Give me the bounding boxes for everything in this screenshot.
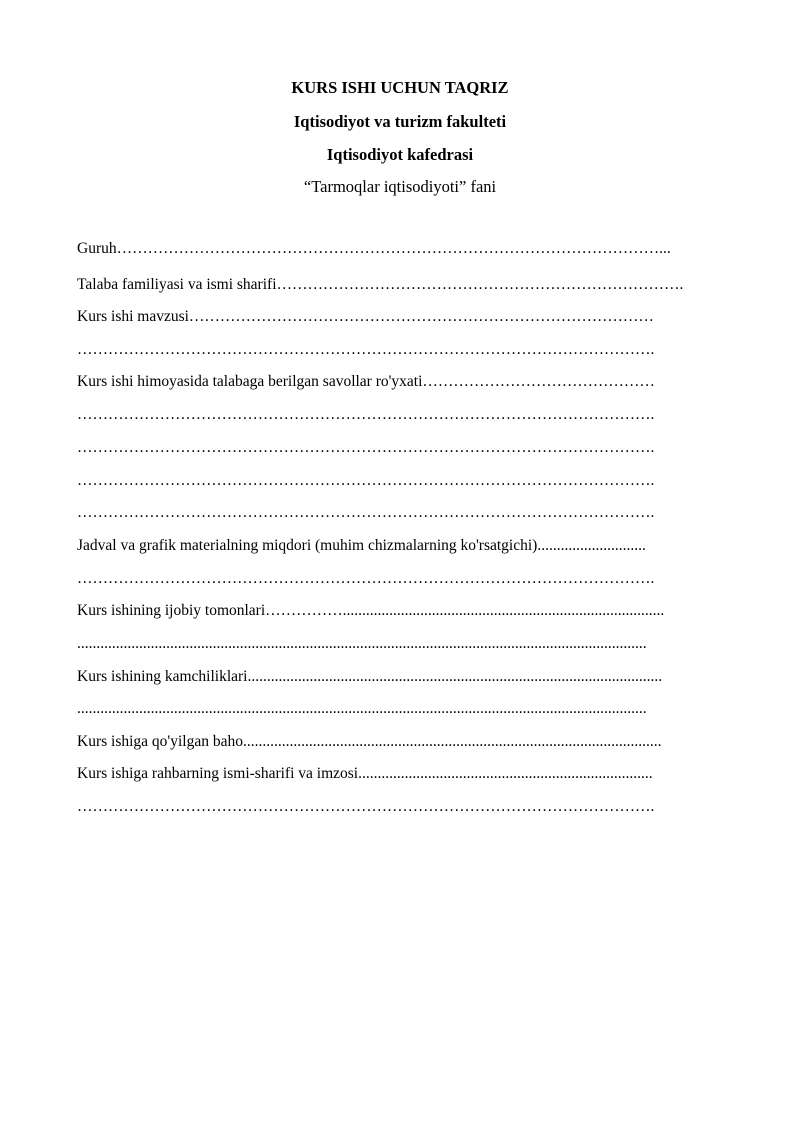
positive-aspects-line: ...................................................................................................................................................	[77, 635, 647, 652]
tables-graphics-field: Jadval va grafik materialning miqdori (muhim chizmalarning ko'rsatgichi)............................	[77, 537, 646, 554]
supervisor-signature-field: Kurs ishiga rahbarning ismi-sharifi va imzosi............................................................................	[77, 765, 653, 782]
tables-graphics-line: ………………………………………………………………………………………………….	[77, 570, 655, 587]
subject-name: “Tarmoqlar iqtisodiyoti” fani	[303, 177, 497, 196]
topic-field: Kurs ishi mavzusi………………………………………………………………………………	[77, 308, 654, 325]
questions-line-1: ………………………………………………………………………………………………….	[77, 406, 655, 423]
shortcomings-field: Kurs ishining kamchiliklari...........................................................................................................	[77, 668, 663, 685]
questions-line-3: ………………………………………………………………………………………………….	[77, 472, 655, 489]
positive-aspects-field: Kurs ishining ijobiy tomonlari……………...................................................................................	[77, 602, 665, 619]
topic-continuation-line: ………………………………………………………………………………………………….	[77, 341, 655, 358]
document-title: KURS ISHI UCHUN TAQRIZ	[291, 78, 509, 97]
faculty-name: Iqtisodiyot va turizm fakulteti	[293, 112, 507, 131]
student-name-field: Talaba familiyasi va ismi sharifi…………………………………………………………………….	[77, 276, 684, 293]
questions-line-4: ………………………………………………………………………………………………….	[77, 504, 655, 521]
department-name: Iqtisodiyot kafedrasi	[326, 145, 474, 164]
group-field: Guruh……………………………………………………………………………………………...	[77, 240, 671, 257]
questions-field: Kurs ishi himoyasida talabaga berilgan savollar ro'yxati………………………………………	[77, 373, 655, 390]
questions-line-2: ………………………………………………………………………………………………….	[77, 439, 655, 456]
supervisor-signature-line: ………………………………………………………………………………………………….	[77, 798, 655, 815]
grade-field: Kurs ishiga qo'yilgan baho............................................................................................................	[77, 733, 662, 750]
shortcomings-line: ...................................................................................................................................................	[77, 700, 647, 717]
